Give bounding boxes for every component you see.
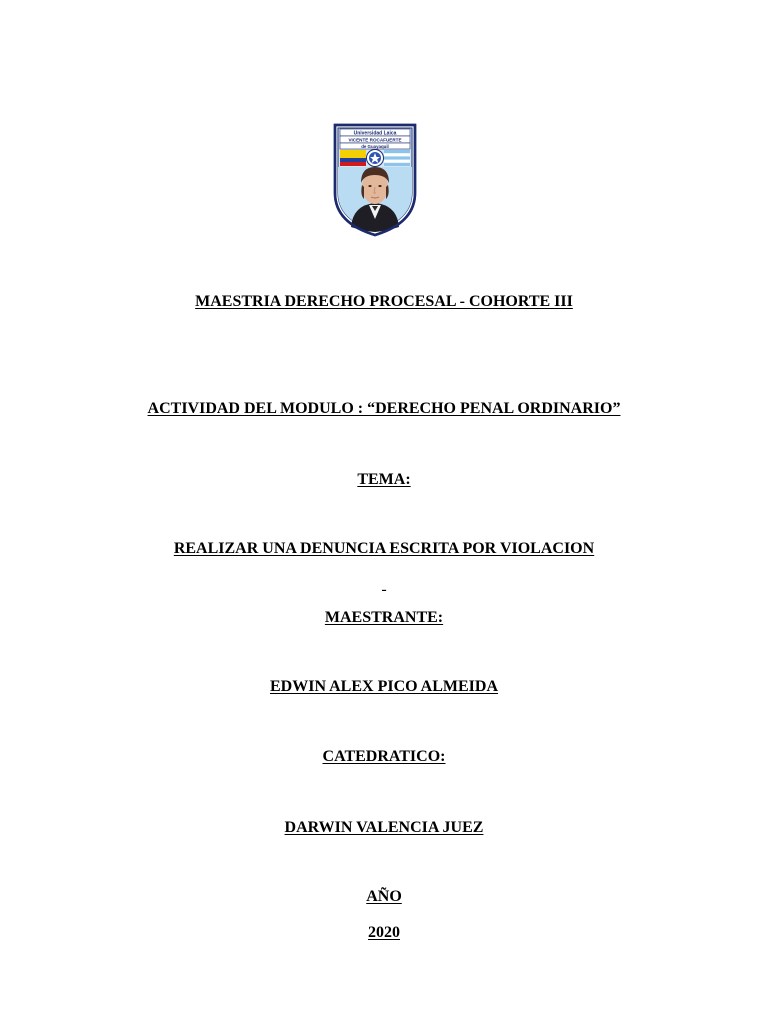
university-logo xyxy=(333,123,417,237)
year-value: 2020 xyxy=(368,924,400,941)
logo-text-line1: Universidad Laica xyxy=(353,130,397,137)
catedratico-label: CATEDRATICO: xyxy=(322,748,446,765)
tema-label: TEMA: xyxy=(357,471,411,488)
tema-value: REALIZAR UNA DENUNCIA ESCRITA POR VIOLACION xyxy=(173,540,595,557)
maestrante-label: MAESTRANTE: xyxy=(324,609,444,626)
maestrante-value: EDWIN ALEX PICO ALMEIDA xyxy=(269,678,499,695)
logo-text-line2: VICENTE ROCAFUERTE xyxy=(348,137,402,143)
catedratico-value: DARWIN VALENCIA JUEZ xyxy=(284,819,484,836)
seal-icon xyxy=(367,150,384,167)
year-label: AÑO xyxy=(366,888,402,905)
university-shield-emblem xyxy=(333,123,417,237)
ecuador-flag-icon xyxy=(340,150,366,166)
activity-title: ACTIVIDAD DEL MODULO : “DERECHO PENAL ORDINARIO” xyxy=(147,400,621,417)
guayaquil-flag-icon xyxy=(384,150,410,166)
program-title: MAESTRIA DERECHO PROCESAL - COHORTE III xyxy=(195,293,573,310)
separator-dash: - xyxy=(381,581,387,598)
logo-text-line3: de Guayaquil xyxy=(361,143,389,149)
